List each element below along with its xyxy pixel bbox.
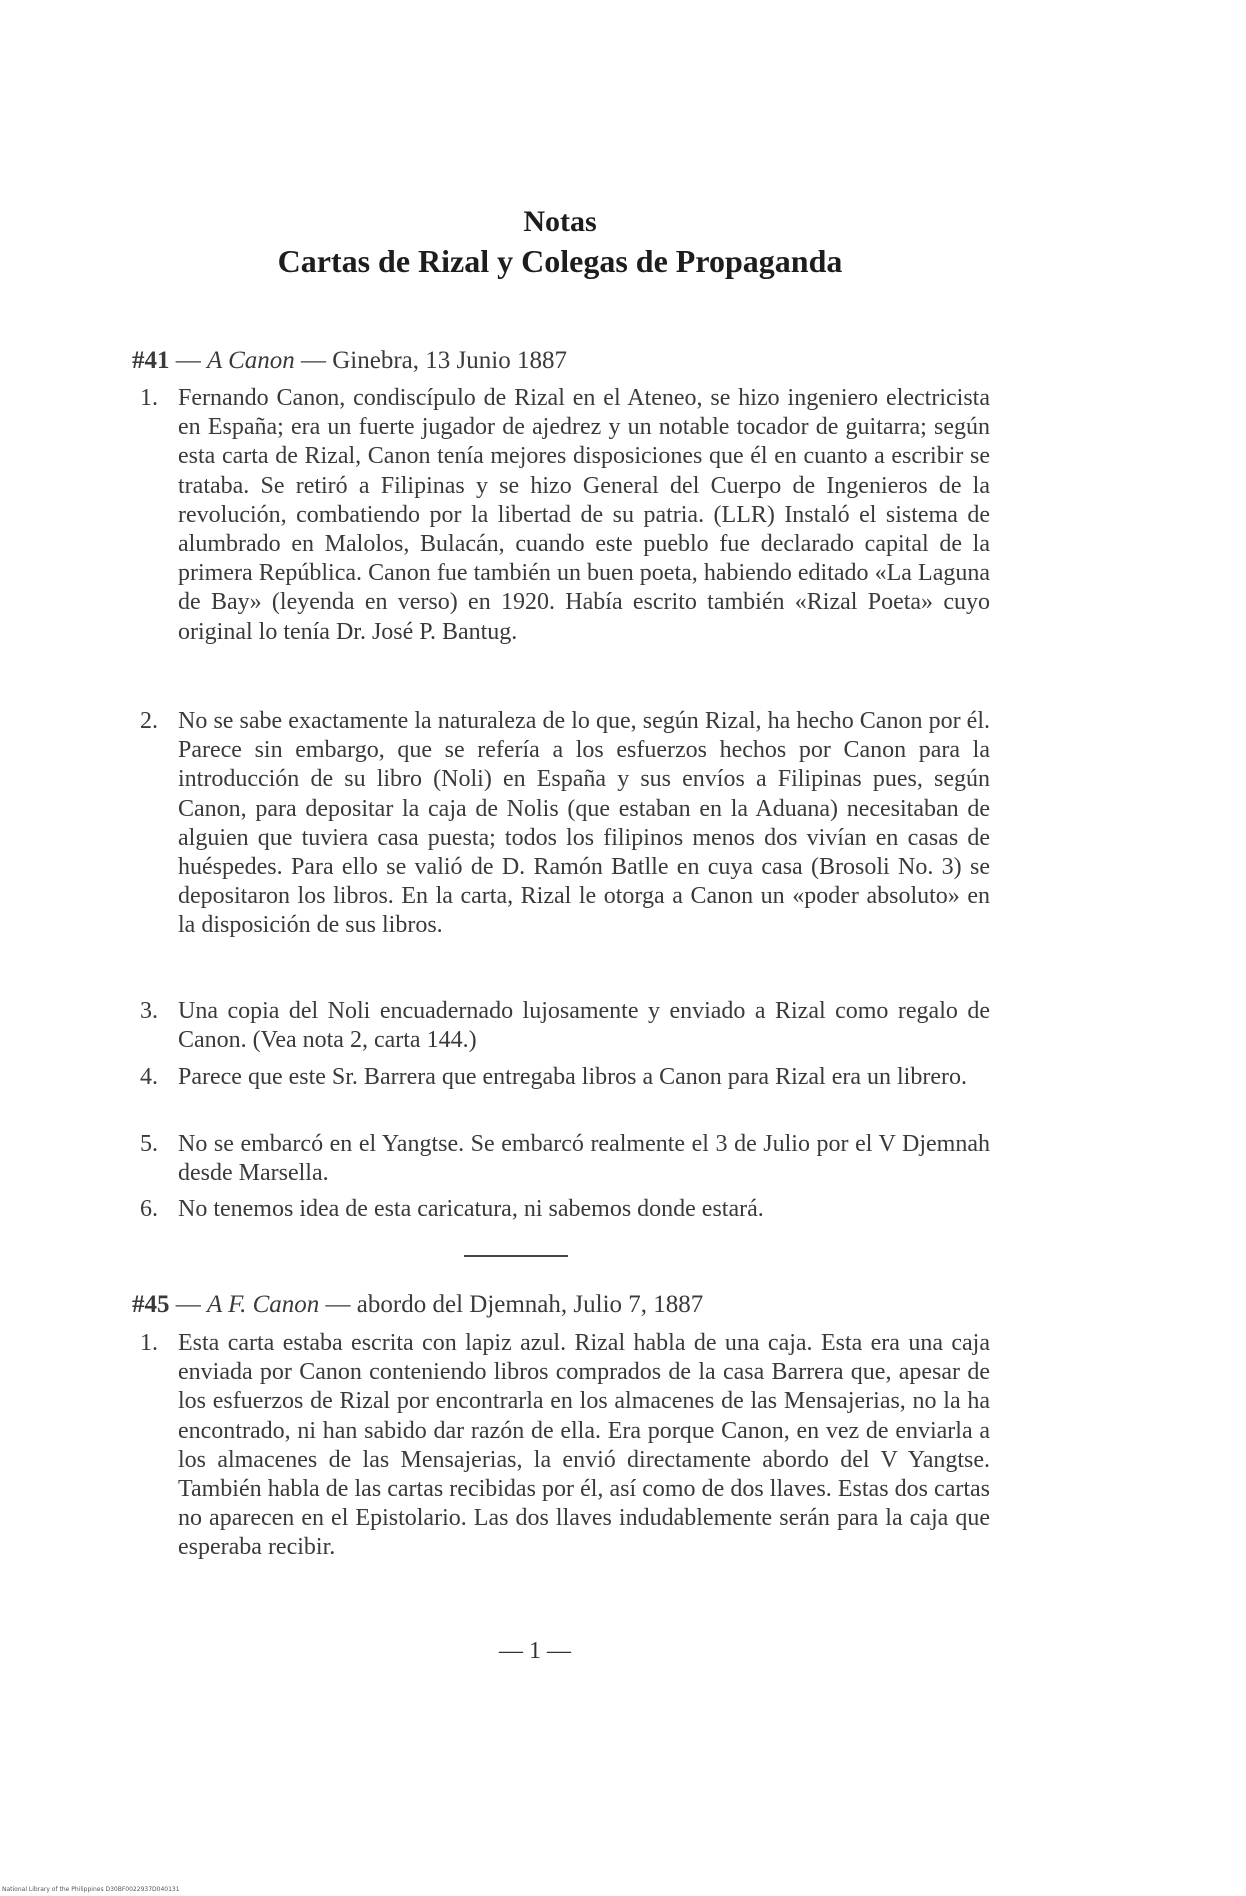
page-subtitle: Cartas de Rizal y Colegas de Propaganda (277, 243, 843, 279)
note-item (140, 1063, 990, 1092)
note-text: Esta carta estaba escrita con lapiz azul. Rizal habla de una caja. Esta era una caja enviada por Canon conteniendo libros comprados de la casa Barrera que, apesar de los esfuerzos de Rizal por encontrarla en los almacenes de las Mensajerias, no la ha encontrado, ni han sabido dar razón de ella. Era porque Canon, en vez de enviarla a los almacenes de las Mensajerias, la envió directamente abordo del V Yangtse. También habla de las cartas recibidas por él, así como de dos llaves. Estas dos cartas no aparecen en el Epistolario. Las dos llaves indudablemente serán para la caja que esperaba recibir. (178, 1330, 990, 1561)
note-item (140, 707, 990, 941)
note-text: No tenemos idea de esta caricatura, ni sabemos donde estará. (178, 1196, 764, 1222)
note-item (140, 1329, 990, 1563)
note-number: 6. (140, 1196, 158, 1222)
section-divider (464, 1255, 568, 1257)
note-number: 5. (140, 1131, 158, 1157)
section-place-date: — Ginebra, 13 Junio 1887 (301, 347, 567, 374)
note-item (140, 1130, 990, 1188)
page-number: — 1 — (499, 1638, 571, 1664)
section-recipient: A Canon (207, 347, 295, 374)
note-item (140, 384, 990, 647)
note-number: 1. (140, 385, 158, 411)
section-number: #45 (132, 1291, 170, 1318)
note-text: Una copia del Noli encuadernado lujosamente y enviado a Rizal como regalo de Canon. (Vea nota 2, carta 144.) (178, 998, 990, 1054)
note-text: No se sabe exactamente la naturaleza de lo que, según Rizal, ha hecho Canon por él. Parece sin embargo, que se refería a los esfuerzos hechos por Canon para la introducción de su libro (Noli) en España y sus envíos a Filipinas pues, según Canon, para depositar la caja de Nolis (que estaban en la Aduana) necesitaban de alguien que tuviera casa puesta; todos los filipinos menos dos vivían en casas de huéspedes. Para ello se valió de D. Ramón Batlle en cuya casa (Brosoli No. 3) se depositaron los libros. En la carta, Rizal le otorga a Canon un «poder absoluto» en la disposición de sus libros. (178, 708, 990, 939)
note-number: 2. (140, 708, 158, 734)
note-number: 4. (140, 1064, 158, 1090)
note-number: 1. (140, 1330, 158, 1356)
section-place-date: — abordo del Djemnah, Julio 7, 1887 (325, 1291, 704, 1318)
note-text: Parece que este Sr. Barrera que entregaba libros a Canon para Rizal era un librero. (178, 1064, 967, 1090)
section-heading-45: #45 — A F. Canon — abordo del Djemnah, Julio 7, 1887 (132, 1291, 704, 1318)
note-item (140, 1195, 990, 1224)
note-number: 3. (140, 998, 158, 1024)
section-heading-41: #41 — A Canon — Ginebra, 13 Junio 1887 (132, 347, 567, 374)
note-text: No se embarcó en el Yangtse. Se embarcó realmente el 3 de Julio por el V Djemnah desde Marsella. (178, 1131, 990, 1187)
library-credit: National Library of the Philippines D30BF0022937D040131 (2, 1886, 180, 1893)
section-number: #41 (132, 347, 170, 374)
note-text: Fernando Canon, condiscípulo de Rizal en el Ateneo, se hizo ingeniero electricista en España; era un fuerte jugador de ajedrez y un notable tocador de guitarra; según esta carta de Rizal, Canon tenía mejores disposiciones que él en cuanto a escribir se trataba. Se retiró a Filipinas y se hizo General del Cuerpo de Ingenieros de la revolución, combatiendo por la libertad de su patria. (LLR) Instaló el sistema de alumbrado en Malolos, Bulacán, cuando este pueblo fue declarado capital de la primera República. Canon fue también un buen poeta, habiendo editado «La Laguna de Bay» (leyenda en verso) en 1920. Había escrito también «Rizal Poeta» cuyo original lo tenía Dr. José P. Bantug. (178, 385, 990, 645)
note-item (140, 997, 990, 1055)
section-recipient: A F. Canon (207, 1291, 320, 1318)
page-title: Notas (523, 205, 597, 238)
